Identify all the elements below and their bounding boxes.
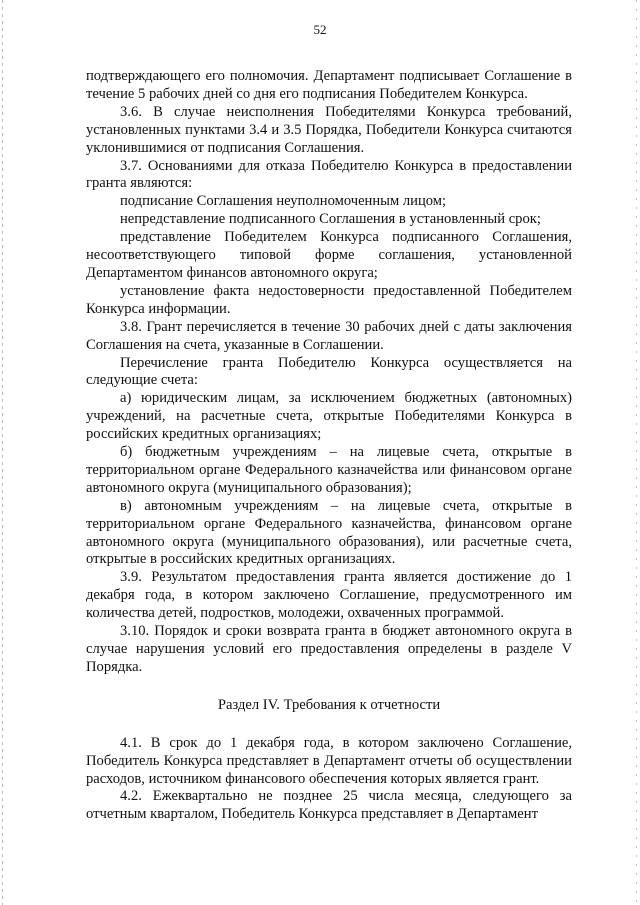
paragraph: непредставление подписанного Соглашения в установленный срок; [120, 211, 541, 228]
paragraph: 3.6. В случае неисполнения Победителями Конкурса требований, установленных пунктами 3.4 и 3.5 Порядка, Победители Конкурса считаются уклонившимися от подписания Соглашения. [86, 103, 572, 156]
document-body [86, 68, 572, 824]
paragraph: Перечисление гранта Победителю Конкурса осуществляется на следующие счета: [86, 354, 572, 389]
paragraph: в) автономным учреждениям – на лицевые счета, открытые в территориальном органе Федерального казначейства, финансовом органе автономного округа (муниципального образования), или расчетные счета, открытые в российских кредитных организациях. [86, 497, 572, 568]
paragraph: 3.9. Результатом предоставления гранта является достижение до 1 декабря года, в котором заключено Соглашение, предусмотренного им количества детей, подростков, молодежи, охваченных программой. [86, 569, 572, 622]
paragraph: б) бюджетным учреждениям – на лицевые счета, открытые в территориальном органе Федерального казначейства или финансовом органе автономного округа (муниципального образования); [86, 444, 572, 496]
paragraph: подписание Соглашения неуполномоченным лицом; [120, 193, 447, 210]
section-heading: Раздел IV. Требования к отчетности [217, 696, 441, 713]
paragraph: а) юридическим лицам, за исключением бюджетных (автономных) учреждений, на расчетные счета, открытые Победителями Конкурса в российских кредитных организациях; [86, 390, 572, 443]
paragraph: подтверждающего его полномочия. Департамент подписывает Соглашение в течение 5 рабочих дней со дня его подписания Победителем Конкурса. [86, 68, 572, 102]
page-number: 52 [313, 22, 327, 37]
paragraph: 4.2. Ежеквартально не позднее 25 числа месяца, следующего за отчетным кварталом, Победитель Конкурса представляет в Департамент [86, 788, 572, 823]
scan-edge-right [636, 0, 637, 905]
scan-edge-left [2, 0, 3, 905]
paragraph: представление Победителем Конкурса подписанного Соглашения, несоответствующего типовой форме соглашения, установленной Департаментом финансов автономного округа; [86, 229, 572, 281]
paragraph: 3.8. Грант перечисляется в течение 30 рабочих дней с даты заключения Соглашения на счета, указанные в Соглашении. [86, 318, 572, 353]
paragraph: 4.1. В срок до 1 декабря года, в котором заключено Соглашение, Победитель Конкурса представляет в Департамент отчеты об осуществлении расходов, источником финансового обеспечения которых является грант. [86, 734, 572, 787]
paragraph: 3.10. Порядок и сроки возврата гранта в бюджет автономного округа в случае нарушения условий его предоставления определены в разделе V Порядка. [86, 623, 572, 675]
paragraph: установление факта недостоверности предоставленной Победителем Конкурса информации. [86, 282, 572, 317]
paragraph: 3.7. Основаниями для отказа Победителю Конкурса в предоставлении гранта являются: [86, 157, 572, 192]
